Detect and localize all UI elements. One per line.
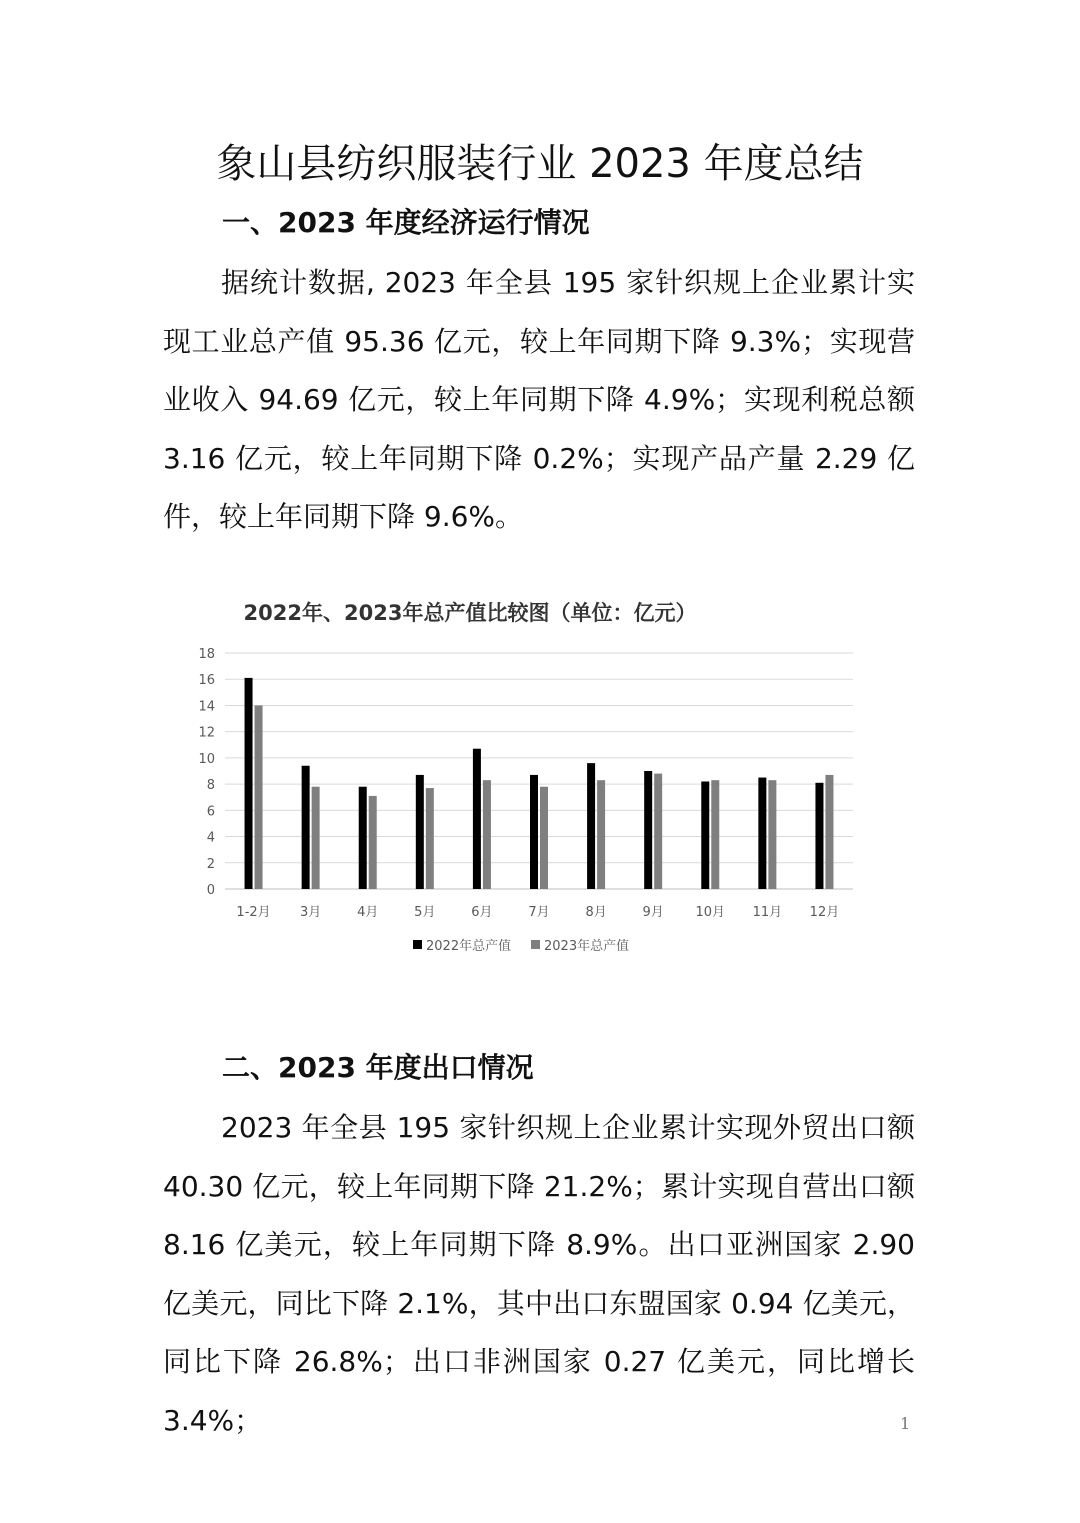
bar-2022 bbox=[245, 678, 253, 889]
chart-svg bbox=[170, 585, 890, 975]
bar-2023 bbox=[711, 780, 719, 889]
x-tick-label: 10月 bbox=[695, 905, 726, 920]
bar-2023 bbox=[540, 787, 548, 889]
bar-2022 bbox=[701, 781, 709, 889]
bar-2022 bbox=[587, 763, 595, 889]
bar-2023 bbox=[312, 787, 320, 889]
bar-2023 bbox=[825, 775, 833, 889]
legend-label: 2022年总产值 bbox=[426, 939, 512, 954]
paragraph-export: 2023 年全县 195 家针织规上企业累计实现外贸出口额 40.30 亿元，较上年同期下降 21.2%；累计实现自营出口额 8.16 亿美元，较上年同期下降 8.9%。出口亚洲国家 2.90 亿美元，同比下降 2.1%，其中出口东盟国家 0.94 亿美元，同比下降 26.8%；出口非洲国家 0.27 亿美元，同比增长 3.4%； bbox=[163, 1111, 915, 1437]
legend-label: 2023年总产值 bbox=[544, 939, 630, 954]
bar-2023 bbox=[654, 774, 662, 889]
y-tick-label: 6 bbox=[206, 804, 215, 820]
section-heading-export: 二、2023 年度出口情况 bbox=[222, 1051, 534, 1084]
y-tick-label: 8 bbox=[206, 778, 215, 794]
bar-2022 bbox=[815, 783, 823, 889]
chart-title: 2022年、2023年总产值比较图（单位：亿元） bbox=[243, 601, 697, 625]
legend-swatch bbox=[413, 940, 422, 949]
y-tick-label: 16 bbox=[198, 673, 215, 689]
bar-2023 bbox=[483, 780, 491, 889]
x-tick-label: 7月 bbox=[528, 905, 550, 920]
x-tick-label: 5月 bbox=[414, 905, 436, 920]
bar-2022 bbox=[416, 775, 424, 889]
x-tick-label: 4月 bbox=[357, 905, 379, 920]
y-tick-label: 2 bbox=[206, 856, 215, 872]
bar-2023 bbox=[255, 705, 263, 889]
page-number: 1 bbox=[900, 1414, 911, 1433]
y-tick-label: 14 bbox=[198, 699, 215, 715]
x-tick-label: 1-2月 bbox=[236, 905, 271, 920]
y-tick-label: 4 bbox=[206, 830, 215, 846]
output-comparison-chart bbox=[170, 585, 890, 975]
bar-2023 bbox=[597, 780, 605, 889]
y-tick-label: 12 bbox=[198, 725, 215, 741]
bar-2022 bbox=[644, 771, 652, 889]
bar-2023 bbox=[426, 788, 434, 889]
x-tick-label: 3月 bbox=[299, 905, 322, 920]
section-heading-economic: 一、2023 年度经济运行情况 bbox=[222, 206, 590, 239]
x-tick-label: 12月 bbox=[809, 905, 840, 920]
bar-2023 bbox=[768, 780, 776, 889]
y-tick-label: 10 bbox=[198, 751, 215, 767]
bar-2022 bbox=[530, 775, 538, 889]
x-tick-label: 6月 bbox=[471, 905, 493, 920]
bar-2022 bbox=[758, 778, 766, 889]
legend-swatch bbox=[531, 940, 540, 949]
bar-2023 bbox=[369, 796, 377, 889]
paragraph-economic: 据统计数据, 2023 年全县 195 家针织规上企业累计实现工业总产值 95.36 亿元，较上年同期下降 9.3%；实现营业收入 94.69 亿元，较上年同期下降 4.9%；实现利税总额 3.16 亿元，较上年同期下降 0.2%；实现产品产量 2.29 亿件，较上年同期下降 9.6%。 bbox=[163, 266, 915, 533]
y-tick-label: 18 bbox=[198, 647, 215, 662]
bar-2022 bbox=[359, 787, 367, 889]
x-tick-label: 11月 bbox=[752, 905, 783, 920]
bar-2022 bbox=[302, 766, 310, 889]
x-tick-label: 9月 bbox=[642, 905, 664, 920]
bar-2022 bbox=[473, 749, 481, 889]
document-title: 象山县纺织服装行业 2023 年度总结 bbox=[216, 141, 864, 187]
x-tick-label: 8月 bbox=[585, 905, 607, 920]
y-tick-label: 0 bbox=[206, 883, 215, 898]
